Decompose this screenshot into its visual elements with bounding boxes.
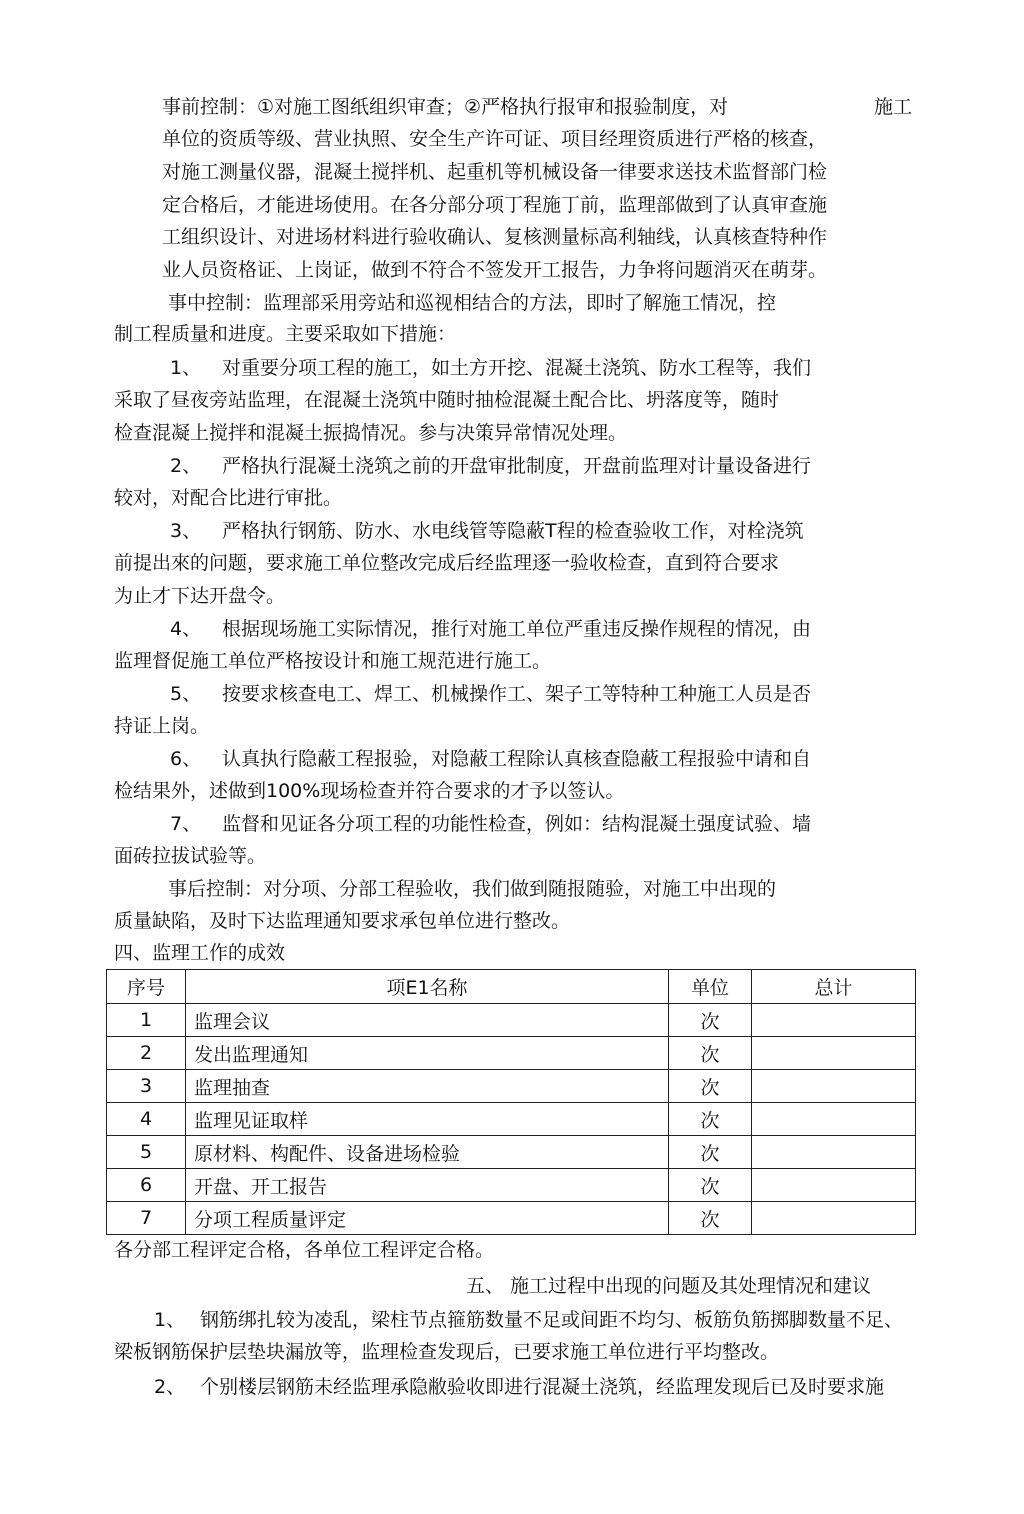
cell-name: 监理会议 <box>186 1004 669 1037</box>
pre-control-line-2: 单位的资质等级、营业执照、安全生产许可证、项目经理资质进行严格的核查， <box>162 128 828 150</box>
cell-name: 监理抽查 <box>186 1070 669 1103</box>
issue-1-line-2: 梁板钢筋保护层垫块漏放等，监理检查发现后，已要求施工单位进行平均整改。 <box>114 1341 780 1363</box>
measure-1-line-1 <box>170 356 811 380</box>
measure-5-line-2: 持证上岗。 <box>114 715 210 737</box>
section-5-title: 五、 施工过程中出现的问题及其处理情况和建议 <box>466 1275 872 1297</box>
issue-2-line-1 <box>154 1375 884 1399</box>
cell-total <box>752 1103 916 1136</box>
mid-control-line-1: 事中控制：监理部采用旁站和巡视相结合的方法，即时了解施工情况，控 <box>168 292 777 314</box>
measure-text: 认真执行隐蔽工程报验，对隐蔽工程除认真核查隐蔽工程报验中请和自 <box>222 748 812 770</box>
cell-name: 开盘、开工报告 <box>186 1169 669 1202</box>
pre-control-line-3: 对施工测量仪器，混凝土搅拌机、起重机等机械设备一律要求送技术监督部门检 <box>162 161 828 183</box>
measure-number: 6、 <box>170 748 202 770</box>
post-control-line-2: 质量缺陷，及时下达监理通知要求承包单位进行整改。 <box>114 910 571 932</box>
pre-control-line-1: 事前控制：①对施工图纸组织审查；②严格执行报审和报验制度，对 <box>162 96 729 118</box>
pre-control-line-6: 业人员资格证、上岗证，做到不符合不签发开工报告，力争将问题消灭在萌芽。 <box>162 259 828 281</box>
section-4-title: 四、监理工作的成效 <box>114 942 286 964</box>
measure-number: 3、 <box>170 520 202 542</box>
measure-3-line-2: 前提出來的问题，要求施工单位整改完成后经监理逐一验收检查，直到符合要求 <box>114 552 780 574</box>
measure-1-line-2: 采取了昼夜旁站监理，在混凝土浇筑中随时抽检混凝土配合比、坍落度等，随时 <box>114 389 780 411</box>
issue-number: 1、 <box>154 1309 186 1331</box>
table-row <box>107 1136 916 1169</box>
cell-seq: 7 <box>107 1202 186 1235</box>
measure-4-line-2: 监理督促施工单位严格按设计和施工规范进行施工。 <box>114 650 552 672</box>
issue-text: 钢筋绑扎较为凌乱，梁柱节点箍筋数量不足或间距不均匀、板筋负筋掷脚数量不足、 <box>200 1309 904 1331</box>
measure-2-line-1 <box>170 454 811 478</box>
cell-seq: 2 <box>107 1037 186 1070</box>
issue-text: 个别楼层钢筋未经监理承隐敝验收即进行混凝土浇筑，经监理发现后已及时要求施 <box>200 1376 885 1398</box>
cell-unit: 次 <box>669 1169 752 1202</box>
cell-unit: 次 <box>669 1103 752 1136</box>
measure-number: 5、 <box>170 683 202 705</box>
post-control-line-1: 事后控制：对分项、分部工程验收，我们做到随报随验，对施工中出现的 <box>168 878 777 900</box>
measure-number: 1、 <box>170 357 202 379</box>
pre-control-line-4: 定合格后，才能进场使用。在各分部分项丁程施丁前，监理部做到了认真审查施 <box>162 194 828 216</box>
cell-seq: 1 <box>107 1004 186 1037</box>
measure-5-line-1 <box>170 682 811 706</box>
cell-total <box>752 1136 916 1169</box>
measure-text: 根据现场施工实际情况，推行对施工单位严重违反操作规程的情况，由 <box>222 618 812 640</box>
cell-total <box>752 1004 916 1037</box>
pre-control-line-5: 工组织设计、对进场材料进行验收确认、复核测量标高利轴线，认真核查特种作 <box>162 226 828 248</box>
measure-3-line-1 <box>170 519 804 543</box>
cell-unit: 次 <box>669 1202 752 1235</box>
cell-seq: 6 <box>107 1169 186 1202</box>
table-row <box>107 1103 916 1136</box>
measure-text: 监督和见证各分项工程的功能性检查，例如：结构混凝土强度试验、墙 <box>222 813 812 835</box>
cell-total <box>752 1070 916 1103</box>
table-row <box>107 1037 916 1070</box>
cell-name: 发出监理通知 <box>186 1037 669 1070</box>
issue-number: 2、 <box>154 1376 186 1398</box>
measure-7-line-2: 面砖拉拔试验等。 <box>114 845 267 867</box>
cell-unit: 次 <box>669 1004 752 1037</box>
header-seq: 序号 <box>107 970 186 1004</box>
measure-3-line-3: 为止才下达开盘令。 <box>114 585 286 607</box>
issue-1-line-1 <box>154 1308 903 1332</box>
cell-total <box>752 1202 916 1235</box>
cell-seq: 5 <box>107 1136 186 1169</box>
measure-6-line-2: 检结果外，述做到100%现场检查并符合要求的才予以签认。 <box>114 780 625 802</box>
measure-4-line-1 <box>170 617 811 641</box>
after-table-note: 各分部工程评定合格，各单位工程评定合格。 <box>114 1239 495 1261</box>
measure-text: 对重要分项工程的施工，如土方开挖、混凝土浇筑、防水工程等，我们 <box>222 357 812 379</box>
cell-seq: 4 <box>107 1103 186 1136</box>
table-row <box>107 1169 916 1202</box>
pre-control-line-1-tail: 施工 <box>874 96 913 118</box>
measure-7-line-1 <box>170 812 811 836</box>
cell-unit: 次 <box>669 1070 752 1103</box>
header-item-name: 项E1名称 <box>186 970 669 1004</box>
measure-6-line-1 <box>170 747 811 771</box>
cell-seq: 3 <box>107 1070 186 1103</box>
cell-total <box>752 1169 916 1202</box>
cell-unit: 次 <box>669 1037 752 1070</box>
table-row <box>107 1070 916 1103</box>
results-table <box>106 969 916 1235</box>
measure-number: 7、 <box>170 813 202 835</box>
table-header-row <box>107 970 916 1004</box>
header-unit: 单位 <box>669 970 752 1004</box>
measure-text: 严格执行钢筋、防水、水电线管等隐蔽T程的检查验收工作，对栓浇筑 <box>222 520 804 542</box>
mid-control-line-2: 制工程质量和进度。主要采取如下措施： <box>114 323 457 345</box>
measure-number: 4、 <box>170 618 202 640</box>
cell-name: 原材料、构配件、设备进场检验 <box>186 1136 669 1169</box>
measure-2-line-2: 较对，对配合比进行审批。 <box>114 487 343 509</box>
table-row <box>107 1202 916 1235</box>
table-row <box>107 1004 916 1037</box>
cell-name: 分项工程质量评定 <box>186 1202 669 1235</box>
cell-total <box>752 1037 916 1070</box>
measure-text: 按要求核查电工、焊工、机械操作工、架子工等特种工种施工人员是否 <box>222 683 812 705</box>
cell-unit: 次 <box>669 1136 752 1169</box>
measure-text: 严格执行混凝土浇筑之前的开盘审批制度，开盘前监理对计量设备进行 <box>222 455 812 477</box>
header-total: 总计 <box>752 970 916 1004</box>
measure-1-line-3: 检查混凝上搅拌和混凝土振捣情况。参与决策异常情况处理。 <box>114 422 628 444</box>
measure-number: 2、 <box>170 455 202 477</box>
cell-name: 监理见证取样 <box>186 1103 669 1136</box>
